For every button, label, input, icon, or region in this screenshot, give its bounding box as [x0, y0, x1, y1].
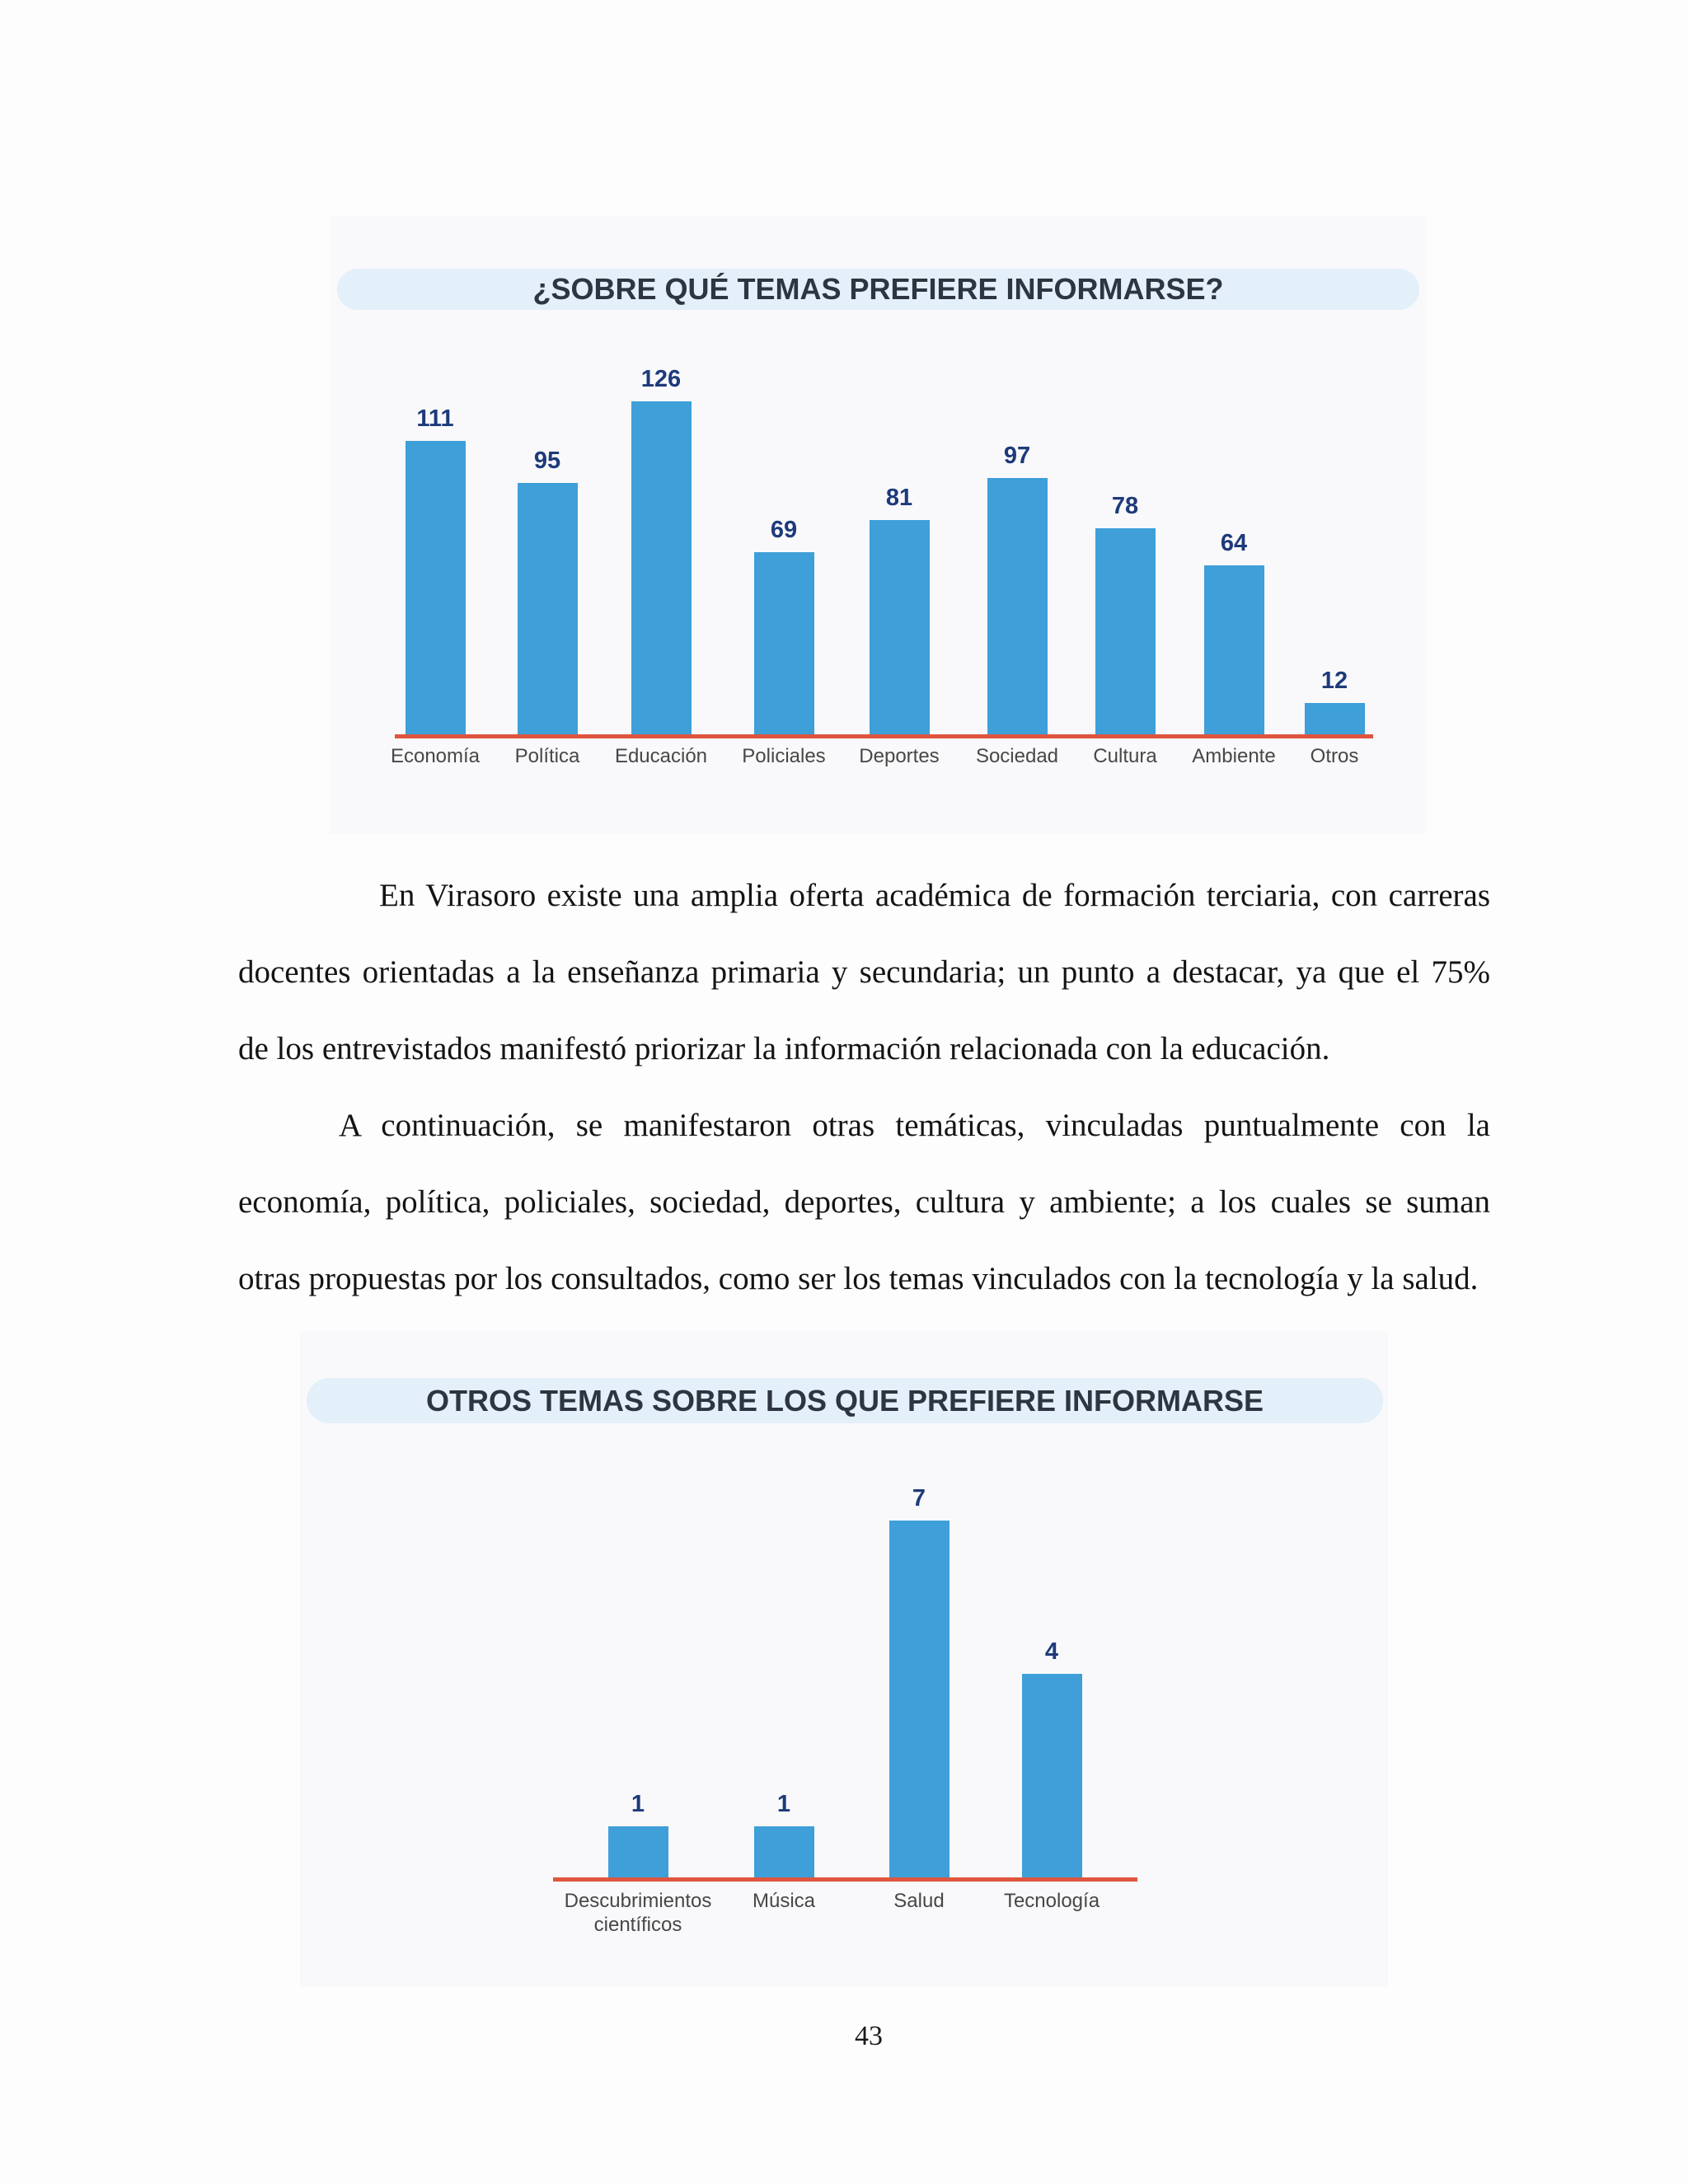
category-label-salud: Salud: [893, 1890, 945, 1912]
value-label-descubrimientos-cientificos: 1: [631, 1791, 645, 1818]
category-label-tecnologia: Tecnología: [1003, 1890, 1100, 1912]
category-label-cultura: Cultura: [1093, 745, 1157, 767]
bar-educacion: [631, 401, 692, 734]
paragraph-line: de los entrevistados manifestó priorizar la información relacionada con la educación.: [238, 1031, 1330, 1066]
value-label-sociedad: 97: [1003, 443, 1031, 470]
bar-sociedad: [987, 478, 1048, 734]
value-label-tecnologia: 4: [1044, 1638, 1059, 1665]
value-label-ambiente: 64: [1220, 529, 1248, 556]
paragraph-line: otras propuestas por los consultados, como ser los temas vinculados con la tecnología y la salud.: [238, 1261, 1479, 1296]
value-label-otros: 12: [1320, 667, 1348, 694]
value-label-deportes: 81: [885, 485, 913, 512]
bar-descubrimientos-cientificos: [608, 1826, 668, 1877]
paragraph-1: [238, 857, 1490, 1087]
bar-musica: [754, 1826, 814, 1877]
bar-otros: [1305, 703, 1365, 734]
category-label-descubrimientos-cientificos: Descubrimientos científicos: [564, 1890, 712, 1936]
chart-1-baseline: [395, 734, 1373, 738]
value-label-educacion: 126: [640, 366, 682, 393]
value-label-cultura: 78: [1111, 492, 1139, 519]
category-label-otros: Otros: [1310, 745, 1359, 767]
paragraph-line: A continuación, se manifestaron otras temáticas, vinculadas puntualmente con la: [339, 1108, 1490, 1143]
value-label-policiales: 69: [770, 516, 798, 543]
chart-1-title: ¿SOBRE QUÉ TEMAS PREFIERE INFORMARSE?: [337, 269, 1419, 310]
bar-ambiente: [1204, 565, 1264, 734]
paragraph-2: [238, 1087, 1490, 1317]
bar-politica: [518, 483, 578, 734]
bar-salud: [889, 1521, 950, 1877]
bar-cultura: [1095, 528, 1156, 734]
category-label-educacion: Educación: [614, 745, 708, 767]
paragraph-line: docentes orientadas a la enseñanza primaria y secundaria; un punto a destacar, ya que el 75%: [238, 954, 1490, 990]
page-number: 43: [855, 2021, 883, 2051]
category-label-musica: Música: [752, 1890, 816, 1912]
category-label-economia: Economía: [390, 745, 481, 767]
chart-2-panel: [300, 1331, 1388, 1986]
value-label-musica: 1: [776, 1791, 791, 1818]
category-label-deportes: Deportes: [859, 745, 940, 767]
category-label-policiales: Policiales: [742, 745, 826, 767]
category-label-sociedad: Sociedad: [975, 745, 1059, 767]
chart-2-title: OTROS TEMAS SOBRE LOS QUE PREFIERE INFORMARSE: [307, 1378, 1383, 1423]
paragraph-line: En Virasoro existe una amplia oferta académica de formación terciaria, con carreras: [379, 878, 1490, 913]
category-label-politica: Política: [514, 745, 580, 767]
chart-2-baseline: [553, 1877, 1137, 1882]
bar-economia: [406, 441, 466, 734]
value-label-economia: 111: [416, 405, 454, 433]
paragraph-line: economía, política, policiales, sociedad, deportes, cultura y ambiente; a los cuales se suman: [238, 1184, 1490, 1220]
bar-policiales: [754, 552, 814, 734]
bar-deportes: [870, 520, 930, 734]
body-text: [238, 857, 1490, 1317]
value-label-politica: 95: [533, 448, 561, 475]
bar-tecnologia: [1022, 1674, 1082, 1877]
value-label-salud: 7: [912, 1484, 926, 1511]
category-label-ambiente: Ambiente: [1192, 745, 1276, 767]
